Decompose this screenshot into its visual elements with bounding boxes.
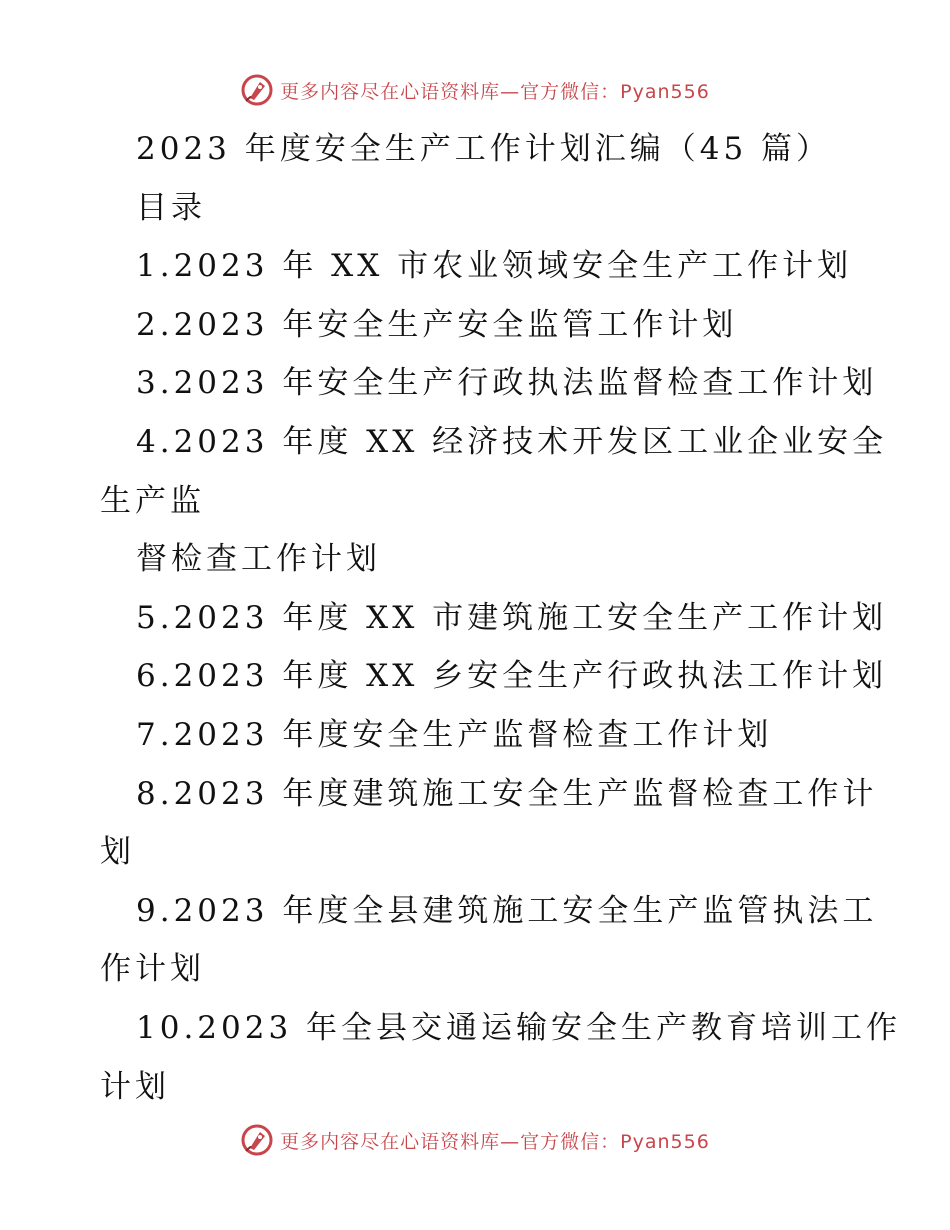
toc-item-continuation: 计划 [100, 1068, 170, 1105]
toc-item: 2.2023 年安全生产安全监管工作计划 [136, 306, 738, 343]
toc-item-continuation: 督检查工作计划 [136, 541, 381, 578]
toc-item-continuation: 划 [100, 834, 135, 871]
header-banner [0, 70, 950, 110]
banner-text: 更多内容尽在心语资料库—官方微信：Pyan556 [280, 1130, 710, 1153]
document-title: 2023 年度安全生产工作计划汇编（45 篇） [136, 131, 832, 167]
document-body [100, 120, 902, 1116]
toc-item: 9.2023 年度全县建筑施工安全生产监管执法工 [136, 892, 878, 929]
toc-item: 4.2023 年度 XX 经济技术开发区工业企业安全 [136, 423, 888, 460]
toc-item: 7.2023 年度安全生产监督检查工作计划 [136, 716, 773, 753]
toc-heading: 目录 [136, 189, 206, 226]
toc-item: 3.2023 年安全生产行政执法监督检查工作计划 [136, 365, 878, 402]
footer-banner [0, 1120, 950, 1160]
toc-item-continuation: 生产监 [100, 482, 205, 519]
toc-item: 1.2023 年 XX 市农业领域安全生产工作计划 [136, 248, 853, 285]
toc-item: 8.2023 年度建筑施工安全生产监督检查工作计 [136, 775, 878, 812]
pen-nib-logo-icon [240, 73, 274, 107]
pen-nib-logo-icon [240, 1123, 274, 1157]
toc-item-continuation: 作计划 [100, 951, 205, 988]
toc-item: 5.2023 年度 XX 市建筑施工安全生产工作计划 [136, 599, 888, 636]
toc-item: 6.2023 年度 XX 乡安全生产行政执法工作计划 [136, 658, 888, 695]
banner-text: 更多内容尽在心语资料库—官方微信：Pyan556 [280, 80, 710, 103]
toc-item: 10.2023 年全县交通运输安全生产教育培训工作 [136, 1009, 902, 1046]
